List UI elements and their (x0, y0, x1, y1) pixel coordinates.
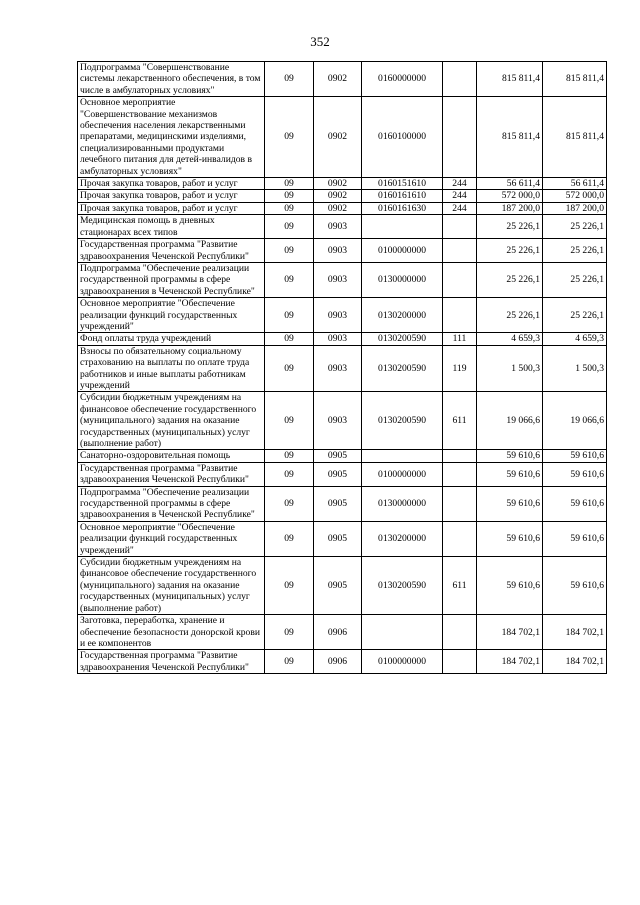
row-amount-2-cell: 572 000,0 (543, 190, 607, 202)
row-subsection-cell: 0902 (314, 190, 362, 202)
row-section-cell: 09 (265, 486, 314, 521)
row-amount-1-cell: 184 702,1 (477, 615, 543, 650)
table-row (78, 462, 607, 486)
row-name-cell: Основное мероприятие "Совершенствование механизмов обеспечения населения лекарственными препаратами, медицинскими изделиями, специализированными продуктами лечебного питания для детей-инвалидов в амбулаторных условиях" (78, 97, 265, 178)
row-expense-type-cell: 611 (443, 557, 477, 615)
row-target-article-cell: 0130000000 (362, 262, 443, 297)
row-expense-type-cell: 111 (443, 333, 477, 345)
row-section-cell: 09 (265, 190, 314, 202)
row-subsection-cell: 0902 (314, 178, 362, 190)
row-amount-1-cell: 25 226,1 (477, 298, 543, 333)
row-amount-1-cell: 25 226,1 (477, 262, 543, 297)
row-amount-2-cell: 19 066,6 (543, 392, 607, 450)
row-amount-2-cell: 25 226,1 (543, 262, 607, 297)
row-subsection-cell: 0905 (314, 462, 362, 486)
row-name-cell: Медицинская помощь в дневных стационарах всех типов (78, 215, 265, 239)
row-subsection-cell: 0905 (314, 486, 362, 521)
row-name-cell: Государственная программа "Развитие здравоохранения Чеченской Республики" (78, 650, 265, 674)
row-name-cell: Прочая закупка товаров, работ и услуг (78, 202, 265, 214)
row-target-article-cell: 0130200590 (362, 557, 443, 615)
row-subsection-cell: 0905 (314, 521, 362, 556)
row-target-article-cell: 0100000000 (362, 462, 443, 486)
row-subsection-cell: 0902 (314, 62, 362, 97)
row-amount-2-cell: 25 226,1 (543, 215, 607, 239)
row-subsection-cell: 0906 (314, 615, 362, 650)
row-subsection-cell: 0905 (314, 450, 362, 462)
row-subsection-cell: 0903 (314, 392, 362, 450)
row-section-cell: 09 (265, 262, 314, 297)
row-amount-2-cell: 184 702,1 (543, 615, 607, 650)
row-section-cell: 09 (265, 615, 314, 650)
row-expense-type-cell (443, 650, 477, 674)
row-amount-2-cell: 1 500,3 (543, 345, 607, 392)
row-expense-type-cell (443, 97, 477, 178)
row-amount-1-cell: 56 611,4 (477, 178, 543, 190)
row-name-cell: Государственная программа "Развитие здравоохранения Чеченской Республики" (78, 239, 265, 263)
row-amount-1-cell: 59 610,6 (477, 486, 543, 521)
row-expense-type-cell: 244 (443, 178, 477, 190)
row-expense-type-cell (443, 615, 477, 650)
row-amount-1-cell: 25 226,1 (477, 239, 543, 263)
row-name-cell: Государственная программа "Развитие здравоохранения Чеченской Республики" (78, 462, 265, 486)
row-target-article-cell: 0100000000 (362, 650, 443, 674)
row-amount-2-cell: 184 702,1 (543, 650, 607, 674)
table-row (78, 239, 607, 263)
row-subsection-cell: 0903 (314, 215, 362, 239)
row-target-article-cell (362, 615, 443, 650)
row-section-cell: 09 (265, 557, 314, 615)
row-section-cell: 09 (265, 97, 314, 178)
row-target-article-cell: 0130200590 (362, 392, 443, 450)
table-row (78, 97, 607, 178)
row-section-cell: 09 (265, 521, 314, 556)
row-amount-2-cell: 59 610,6 (543, 450, 607, 462)
row-name-cell: Подпрограмма "Обеспечение реализации государственной программы в сфере здравоохранения в Чеченской Республике" (78, 486, 265, 521)
row-amount-2-cell: 4 659,3 (543, 333, 607, 345)
row-amount-1-cell: 4 659,3 (477, 333, 543, 345)
row-section-cell: 09 (265, 650, 314, 674)
row-subsection-cell: 0903 (314, 298, 362, 333)
row-section-cell: 09 (265, 392, 314, 450)
row-amount-1-cell: 187 200,0 (477, 202, 543, 214)
table-row (78, 190, 607, 202)
row-subsection-cell: 0903 (314, 333, 362, 345)
row-section-cell: 09 (265, 62, 314, 97)
row-subsection-cell: 0902 (314, 202, 362, 214)
row-name-cell: Подпрограмма "Совершенствование системы лекарственного обеспечения, в том числе в амбулаторных условиях" (78, 62, 265, 97)
row-amount-1-cell: 59 610,6 (477, 521, 543, 556)
row-amount-1-cell: 19 066,6 (477, 392, 543, 450)
row-section-cell: 09 (265, 298, 314, 333)
row-target-article-cell: 0130200000 (362, 521, 443, 556)
row-target-article-cell: 0160151610 (362, 178, 443, 190)
table-row (78, 298, 607, 333)
row-amount-2-cell: 25 226,1 (543, 298, 607, 333)
row-name-cell: Заготовка, переработка, хранение и обеспечение безопасности донорской крови и ее компонентов (78, 615, 265, 650)
row-section-cell: 09 (265, 239, 314, 263)
row-amount-2-cell: 815 811,4 (543, 62, 607, 97)
table-row (78, 521, 607, 556)
row-name-cell: Основное мероприятие "Обеспечение реализации функций государственных учреждений" (78, 521, 265, 556)
row-name-cell: Подпрограмма "Обеспечение реализации государственной программы в сфере здравоохранения в Чеченской Республике" (78, 262, 265, 297)
row-target-article-cell: 0160161630 (362, 202, 443, 214)
table-row (78, 557, 607, 615)
row-amount-1-cell: 59 610,6 (477, 450, 543, 462)
row-expense-type-cell (443, 521, 477, 556)
row-expense-type-cell: 611 (443, 392, 477, 450)
row-target-article-cell (362, 215, 443, 239)
row-target-article-cell: 0130200590 (362, 345, 443, 392)
row-amount-1-cell: 59 610,6 (477, 462, 543, 486)
row-name-cell: Субсидии бюджетным учреждениям на финансовое обеспечение государственного (муниципального) задания на оказание государственных (муниципальных) услуг (выполнение работ) (78, 557, 265, 615)
row-amount-2-cell: 59 610,6 (543, 557, 607, 615)
row-expense-type-cell (443, 450, 477, 462)
row-expense-type-cell (443, 486, 477, 521)
row-section-cell: 09 (265, 215, 314, 239)
budget-table-body (78, 62, 607, 674)
table-row (78, 202, 607, 214)
row-target-article-cell: 0100000000 (362, 239, 443, 263)
row-subsection-cell: 0906 (314, 650, 362, 674)
budget-table (77, 61, 607, 674)
table-row (78, 215, 607, 239)
row-target-article-cell: 0160161610 (362, 190, 443, 202)
row-amount-1-cell: 59 610,6 (477, 557, 543, 615)
table-row (78, 650, 607, 674)
row-expense-type-cell: 244 (443, 190, 477, 202)
row-subsection-cell: 0905 (314, 557, 362, 615)
row-amount-2-cell: 25 226,1 (543, 239, 607, 263)
row-subsection-cell: 0902 (314, 97, 362, 178)
table-row (78, 486, 607, 521)
table-row (78, 392, 607, 450)
table-row (78, 178, 607, 190)
row-amount-1-cell: 815 811,4 (477, 62, 543, 97)
table-row (78, 345, 607, 392)
row-expense-type-cell (443, 62, 477, 97)
row-section-cell: 09 (265, 462, 314, 486)
row-expense-type-cell (443, 298, 477, 333)
row-section-cell: 09 (265, 450, 314, 462)
row-expense-type-cell (443, 215, 477, 239)
row-amount-1-cell: 572 000,0 (477, 190, 543, 202)
row-target-article-cell: 0160000000 (362, 62, 443, 97)
row-target-article-cell: 0130000000 (362, 486, 443, 521)
row-amount-2-cell: 56 611,4 (543, 178, 607, 190)
table-row (78, 62, 607, 97)
row-amount-2-cell: 59 610,6 (543, 462, 607, 486)
row-expense-type-cell: 119 (443, 345, 477, 392)
table-row (78, 450, 607, 462)
row-amount-2-cell: 187 200,0 (543, 202, 607, 214)
row-name-cell: Прочая закупка товаров, работ и услуг (78, 178, 265, 190)
row-subsection-cell: 0903 (314, 345, 362, 392)
row-section-cell: 09 (265, 333, 314, 345)
row-target-article-cell: 0160100000 (362, 97, 443, 178)
row-amount-1-cell: 1 500,3 (477, 345, 543, 392)
row-amount-1-cell: 25 226,1 (477, 215, 543, 239)
row-expense-type-cell: 244 (443, 202, 477, 214)
row-expense-type-cell (443, 262, 477, 297)
row-target-article-cell: 0130200590 (362, 333, 443, 345)
page-number: 352 (310, 34, 330, 49)
row-subsection-cell: 0903 (314, 239, 362, 263)
table-row (78, 615, 607, 650)
row-amount-2-cell: 59 610,6 (543, 486, 607, 521)
row-expense-type-cell (443, 239, 477, 263)
row-name-cell: Субсидии бюджетным учреждениям на финансовое обеспечение государственного (муниципального) задания на оказание государственных (муниципальных) услуг (выполнение работ) (78, 392, 265, 450)
row-target-article-cell: 0130200000 (362, 298, 443, 333)
row-section-cell: 09 (265, 345, 314, 392)
row-name-cell: Прочая закупка товаров, работ и услуг (78, 190, 265, 202)
row-name-cell: Фонд оплаты труда учреждений (78, 333, 265, 345)
row-subsection-cell: 0903 (314, 262, 362, 297)
row-amount-1-cell: 815 811,4 (477, 97, 543, 178)
row-target-article-cell (362, 450, 443, 462)
table-row (78, 262, 607, 297)
row-section-cell: 09 (265, 178, 314, 190)
row-amount-1-cell: 184 702,1 (477, 650, 543, 674)
row-name-cell: Взносы по обязательному социальному страхованию на выплаты по оплате труда работников и иные выплаты работникам учреждений (78, 345, 265, 392)
row-name-cell: Санаторно-оздоровительная помощь (78, 450, 265, 462)
row-name-cell: Основное мероприятие "Обеспечение реализации функций государственных учреждений" (78, 298, 265, 333)
table-row (78, 333, 607, 345)
row-amount-2-cell: 815 811,4 (543, 97, 607, 178)
row-amount-2-cell: 59 610,6 (543, 521, 607, 556)
row-section-cell: 09 (265, 202, 314, 214)
row-expense-type-cell (443, 462, 477, 486)
